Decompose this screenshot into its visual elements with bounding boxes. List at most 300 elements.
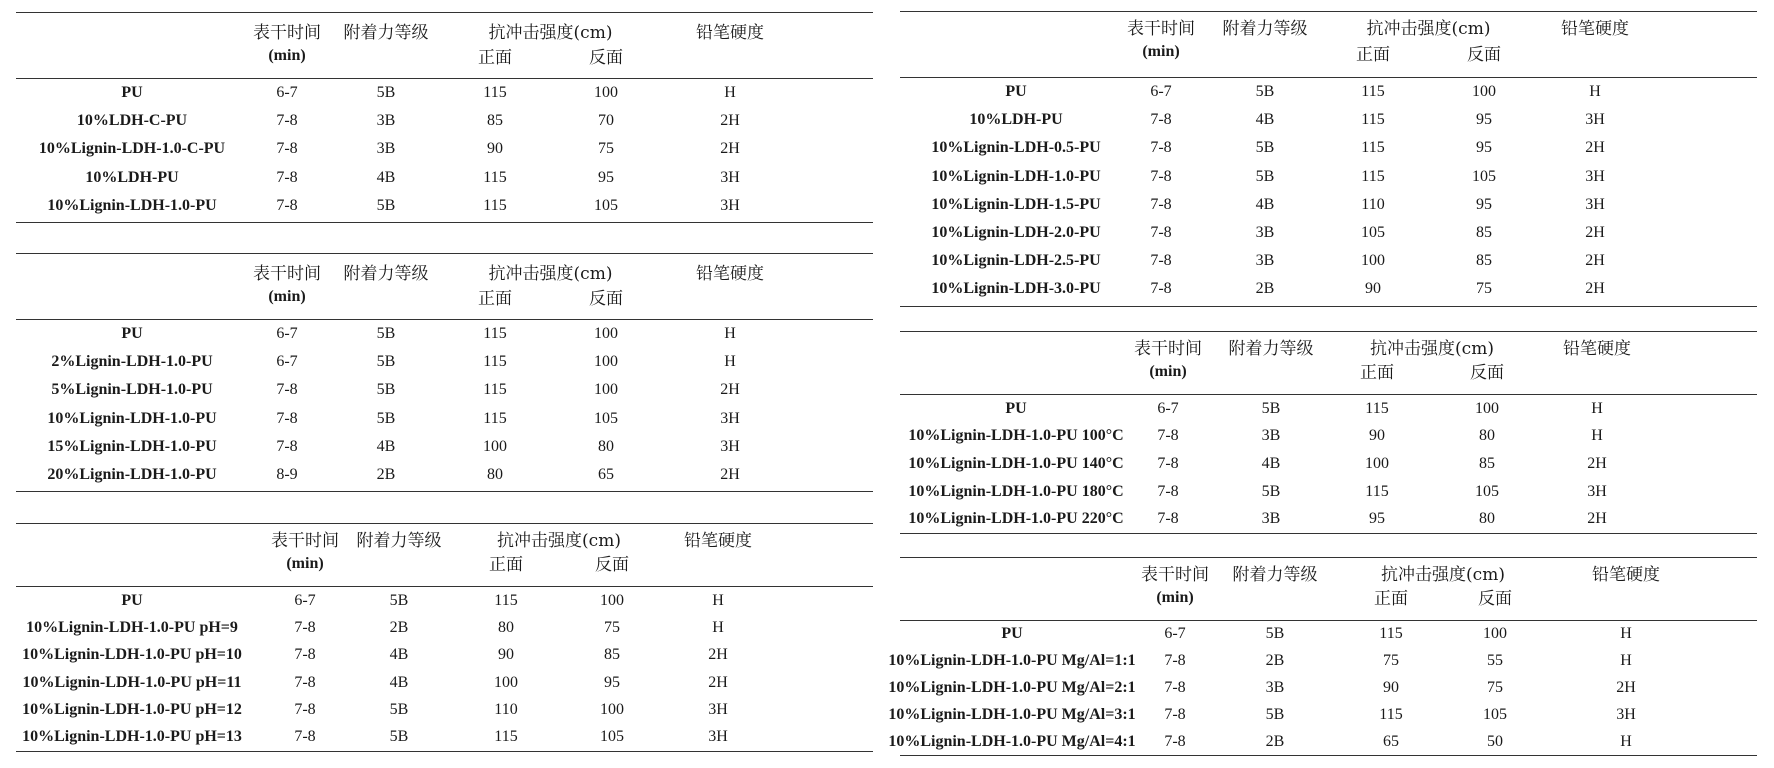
sample-name-cell: 10%Lignin-LDH-1.0-PU pH=10: [22, 646, 242, 664]
impact-front-cell: 80: [487, 466, 503, 484]
hardness-cell: 2H: [1585, 252, 1605, 270]
header-adhesion: 附着力等级: [343, 23, 429, 43]
table-row: [16, 405, 873, 433]
header-dry-time-unit: (min): [268, 47, 306, 64]
dry-time-cell: 6-7: [1150, 83, 1172, 101]
hardness-cell: H: [1620, 732, 1632, 750]
sample-name-cell: 10%Lignin-LDH-1.0-PU Mg/Al=4:1: [888, 732, 1136, 750]
impact-front-cell: 115: [1379, 705, 1403, 723]
hardness-cell: 3H: [1616, 705, 1636, 723]
impact-front-cell: 115: [483, 381, 507, 399]
adhesion-cell: 3B: [376, 140, 396, 158]
header-pencil-hardness: 铅笔硬度: [684, 531, 752, 551]
table-body: [16, 587, 873, 751]
header-pencil-hardness: 铅笔硬度: [1561, 19, 1629, 39]
header-impact-strength: 抗冲击强度(cm): [1366, 19, 1491, 39]
hardness-cell: H: [1591, 427, 1603, 445]
header-impact-strength: 抗冲击强度(cm): [488, 264, 613, 284]
impact-back-cell: 100: [600, 700, 624, 718]
table-body: [16, 79, 873, 222]
table-row: [16, 107, 873, 135]
adhesion-cell: 5B: [376, 325, 396, 343]
impact-back-cell: 95: [1476, 195, 1492, 213]
header-dry-time-unit: (min): [268, 288, 306, 305]
table-row: [16, 433, 873, 461]
header-front: 正面: [489, 555, 523, 575]
hardness-cell: 3H: [1587, 482, 1607, 500]
impact-front-cell: 115: [483, 353, 507, 371]
adhesion-cell: 4B: [376, 437, 396, 455]
table-row: [900, 478, 1757, 506]
hardness-cell: 2H: [720, 140, 740, 158]
impact-front-cell: 80: [498, 618, 514, 636]
impact-front-cell: 115: [483, 325, 507, 343]
adhesion-cell: 5B: [1261, 482, 1281, 500]
impact-back-cell: 65: [598, 466, 614, 484]
adhesion-cell: 4B: [389, 673, 409, 691]
table-row: [16, 587, 873, 614]
impact-back-cell: 100: [1475, 399, 1499, 417]
adhesion-cell: 4B: [389, 646, 409, 664]
adhesion-cell: 3B: [1255, 224, 1275, 242]
table-row: [900, 191, 1757, 219]
impact-back-cell: 55: [1487, 652, 1503, 670]
hardness-cell: H: [1620, 625, 1632, 643]
header-back: 反面: [1467, 45, 1501, 65]
dry-time-cell: 8-9: [276, 466, 298, 484]
header-adhesion: 附着力等级: [1222, 19, 1308, 39]
adhesion-cell: 5B: [376, 381, 396, 399]
hardness-cell: 3H: [1585, 111, 1605, 129]
impact-back-cell: 85: [1476, 224, 1492, 242]
impact-front-cell: 115: [1361, 83, 1385, 101]
impact-back-cell: 105: [594, 409, 618, 427]
impact-front-cell: 115: [483, 84, 507, 102]
impact-front-cell: 100: [483, 437, 507, 455]
impact-back-cell: 100: [594, 84, 618, 102]
impact-back-cell: 100: [594, 353, 618, 371]
impact-front-cell: 115: [1361, 167, 1385, 185]
sample-name-cell: 10%Lignin-LDH-1.0-PU 180°C: [908, 482, 1124, 500]
header-pencil-hardness: 铅笔硬度: [1563, 339, 1631, 359]
header-dry-time: 表干时间: [271, 531, 339, 551]
header-adhesion: 附着力等级: [343, 264, 429, 284]
hardness-cell: 2H: [720, 466, 740, 484]
header-dry-time: 表干时间: [1141, 565, 1209, 585]
adhesion-cell: 3B: [1255, 252, 1275, 270]
hardness-cell: 2H: [720, 112, 740, 130]
impact-back-cell: 100: [594, 381, 618, 399]
impact-back-cell: 85: [1479, 454, 1495, 472]
impact-back-cell: 75: [1476, 280, 1492, 298]
sample-name-cell: 10%LDH-PU: [969, 111, 1063, 129]
sample-name-cell: PU: [1005, 399, 1027, 417]
sample-name-cell: 10%Lignin-LDH-1.0-PU Mg/Al=2:1: [888, 678, 1136, 696]
table-header: [16, 524, 873, 587]
dry-time-cell: 6-7: [276, 353, 298, 371]
impact-back-cell: 100: [594, 325, 618, 343]
adhesion-cell: 4B: [376, 168, 396, 186]
adhesion-cell: 5B: [1265, 705, 1285, 723]
table-loading-content: [16, 253, 873, 492]
header-front: 正面: [478, 289, 512, 309]
adhesion-cell: 5B: [1265, 625, 1285, 643]
impact-back-cell: 75: [1487, 678, 1503, 696]
impact-front-cell: 90: [1383, 678, 1399, 696]
hardness-cell: 3H: [720, 196, 740, 214]
table-row: [888, 648, 1757, 675]
sample-name-cell: 10%Lignin-LDH-1.0-PU 220°C: [908, 510, 1124, 528]
dry-time-cell: 7-8: [276, 196, 298, 214]
hardness-cell: 2H: [708, 673, 728, 691]
hardness-cell: 2H: [708, 646, 728, 664]
impact-front-cell: 75: [1383, 652, 1399, 670]
header-pencil-hardness: 铅笔硬度: [696, 23, 764, 43]
header-impact-strength: 抗冲击强度(cm): [497, 531, 621, 551]
header-back: 反面: [595, 555, 629, 575]
dry-time-cell: 7-8: [1164, 678, 1186, 696]
hardness-cell: H: [712, 618, 724, 636]
hardness-cell: H: [724, 325, 736, 343]
dry-time-cell: 6-7: [1157, 399, 1179, 417]
adhesion-cell: 4B: [1255, 195, 1275, 213]
header-dry-time: 表干时间: [1134, 339, 1202, 359]
sample-name-cell: 10%Lignin-LDH-0.5-PU: [931, 139, 1101, 157]
table-row: [888, 701, 1757, 728]
sample-name-cell: PU: [121, 591, 143, 609]
impact-back-cell: 50: [1487, 732, 1503, 750]
adhesion-cell: 5B: [1255, 139, 1275, 157]
hardness-cell: H: [712, 591, 724, 609]
impact-back-cell: 105: [1475, 482, 1499, 500]
impact-front-cell: 115: [483, 168, 507, 186]
hardness-cell: H: [724, 353, 736, 371]
hardness-cell: 2H: [1587, 510, 1607, 528]
sample-name-cell: 10%Lignin-LDH-2.0-PU: [931, 224, 1101, 242]
hardness-cell: 3H: [1585, 167, 1605, 185]
dry-time-cell: 7-8: [1150, 195, 1172, 213]
sample-name-cell: PU: [121, 84, 143, 102]
header-dry-time: 表干时间: [1127, 19, 1195, 39]
sample-name-cell: 5%Lignin-LDH-1.0-PU: [51, 381, 213, 399]
table-row: [900, 134, 1757, 162]
table-row: [16, 723, 873, 750]
hardness-cell: H: [1591, 399, 1603, 417]
table-row: [900, 395, 1757, 423]
header-front: 正面: [1374, 589, 1408, 609]
dry-time-cell: 7-8: [276, 409, 298, 427]
dry-time-cell: 7-8: [276, 140, 298, 158]
table-row: [16, 696, 873, 723]
sample-name-cell: 15%Lignin-LDH-1.0-PU: [47, 437, 217, 455]
impact-back-cell: 100: [1472, 83, 1496, 101]
hardness-cell: 3H: [708, 700, 728, 718]
header-adhesion: 附着力等级: [1232, 565, 1318, 585]
sample-name-cell: 2%Lignin-LDH-1.0-PU: [51, 353, 213, 371]
table-lignin-ratio: [900, 11, 1757, 307]
table-body: [900, 78, 1757, 306]
table-body: [16, 320, 873, 491]
adhesion-cell: 5B: [376, 353, 396, 371]
dry-time-cell: 6-7: [276, 84, 298, 102]
impact-front-cell: 115: [483, 196, 507, 214]
table-header: [900, 12, 1757, 78]
dry-time-cell: 7-8: [1150, 224, 1172, 242]
adhesion-cell: 5B: [389, 700, 409, 718]
impact-front-cell: 100: [1365, 454, 1389, 472]
hardness-cell: 2H: [1585, 280, 1605, 298]
dry-time-cell: 7-8: [1157, 427, 1179, 445]
sample-name-cell: 10%Lignin-LDH-1.0-PU: [47, 196, 217, 214]
sample-name-cell: 10%Lignin-LDH-1.0-C-PU: [38, 140, 226, 158]
dry-time-cell: 7-8: [1164, 652, 1186, 670]
impact-front-cell: 90: [498, 646, 514, 664]
dry-time-cell: 6-7: [276, 325, 298, 343]
sample-name-cell: 10%LDH-C-PU: [76, 112, 188, 130]
dry-time-cell: 7-8: [276, 112, 298, 130]
impact-front-cell: 115: [483, 409, 507, 427]
table-row: [16, 79, 873, 107]
sample-name-cell: 10%Lignin-LDH-1.0-PU 140°C: [908, 454, 1124, 472]
table-mg-al-ratio: [888, 557, 1757, 756]
dry-time-cell: 7-8: [276, 381, 298, 399]
dry-time-cell: 7-8: [1150, 111, 1172, 129]
table-row: [16, 192, 873, 220]
impact-front-cell: 115: [1361, 111, 1385, 129]
header-front: 正面: [478, 48, 512, 68]
header-dry-time-unit: (min): [1142, 43, 1180, 60]
dry-time-cell: 7-8: [1164, 732, 1186, 750]
header-back: 反面: [589, 48, 623, 68]
table-row: [16, 164, 873, 192]
adhesion-cell: 2B: [389, 618, 409, 636]
hardness-cell: 3H: [720, 409, 740, 427]
header-front: 正面: [1360, 363, 1394, 383]
impact-back-cell: 95: [604, 673, 620, 691]
dry-time-cell: 7-8: [294, 646, 316, 664]
sample-name-cell: PU: [121, 325, 143, 343]
dry-time-cell: 7-8: [1150, 167, 1172, 185]
impact-front-cell: 115: [1365, 399, 1389, 417]
sample-name-cell: 10%Lignin-LDH-1.0-PU 100°C: [908, 427, 1124, 445]
impact-front-cell: 90: [487, 140, 503, 158]
impact-back-cell: 95: [598, 168, 614, 186]
table-row: [16, 376, 873, 404]
table-row: [900, 275, 1757, 303]
adhesion-cell: 5B: [389, 728, 409, 746]
sample-name-cell: 20%Lignin-LDH-1.0-PU: [47, 466, 217, 484]
hardness-cell: 3H: [708, 728, 728, 746]
impact-front-cell: 85: [487, 112, 503, 130]
dry-time-cell: 7-8: [1150, 280, 1172, 298]
dry-time-cell: 7-8: [1157, 482, 1179, 500]
header-impact-strength: 抗冲击强度(cm): [488, 23, 613, 43]
sample-name-cell: 10%LDH-PU: [85, 168, 179, 186]
table-row: [900, 247, 1757, 275]
sample-name-cell: 10%Lignin-LDH-1.0-PU pH=11: [22, 673, 242, 691]
table-temperature-effect: [900, 331, 1757, 534]
impact-back-cell: 100: [600, 591, 624, 609]
header-back: 反面: [1470, 363, 1504, 383]
impact-back-cell: 105: [1472, 167, 1496, 185]
table-row: [900, 505, 1757, 533]
impact-back-cell: 95: [1476, 111, 1492, 129]
impact-front-cell: 110: [1361, 195, 1385, 213]
impact-front-cell: 115: [1365, 482, 1389, 500]
hardness-cell: 2H: [1585, 224, 1605, 242]
table-row: [888, 675, 1757, 702]
dry-time-cell: 6-7: [1164, 625, 1186, 643]
dry-time-cell: 7-8: [1164, 705, 1186, 723]
header-back: 反面: [1478, 589, 1512, 609]
sample-name-cell: 10%Lignin-LDH-1.0-PU pH=9: [26, 618, 238, 636]
table-ph-effect: [16, 523, 873, 752]
impact-back-cell: 85: [1476, 252, 1492, 270]
hardness-cell: 3H: [720, 168, 740, 186]
sample-name-cell: 10%Lignin-LDH-1.5-PU: [931, 195, 1101, 213]
adhesion-cell: 3B: [1265, 678, 1285, 696]
impact-back-cell: 75: [598, 140, 614, 158]
dry-time-cell: 7-8: [294, 728, 316, 746]
adhesion-cell: 5B: [376, 84, 396, 102]
impact-back-cell: 75: [604, 618, 620, 636]
header-dry-time-unit: (min): [1149, 363, 1187, 380]
dry-time-cell: 7-8: [294, 618, 316, 636]
adhesion-cell: 4B: [1255, 111, 1275, 129]
adhesion-cell: 5B: [389, 591, 409, 609]
header-dry-time: 表干时间: [253, 264, 321, 284]
header-dry-time-unit: (min): [286, 555, 324, 572]
impact-front-cell: 90: [1369, 427, 1385, 445]
table-row: [16, 614, 873, 641]
dry-time-cell: 7-8: [276, 437, 298, 455]
sample-name-cell: 10%Lignin-LDH-1.0-PU Mg/Al=3:1: [888, 705, 1136, 723]
adhesion-cell: 5B: [1255, 83, 1275, 101]
hardness-cell: 2H: [1587, 454, 1607, 472]
impact-front-cell: 90: [1365, 280, 1381, 298]
dry-time-cell: 7-8: [1157, 454, 1179, 472]
table-row: [16, 642, 873, 669]
table-row: [900, 163, 1757, 191]
header-adhesion: 附着力等级: [356, 531, 442, 551]
hardness-cell: 2H: [1616, 678, 1636, 696]
adhesion-cell: 2B: [1265, 652, 1285, 670]
dry-time-cell: 7-8: [276, 168, 298, 186]
dry-time-cell: 7-8: [1157, 510, 1179, 528]
adhesion-cell: 3B: [376, 112, 396, 130]
impact-back-cell: 105: [594, 196, 618, 214]
table-row: [888, 728, 1757, 755]
table-header: [900, 332, 1757, 395]
adhesion-cell: 4B: [1261, 454, 1281, 472]
impact-back-cell: 105: [600, 728, 624, 746]
table-header: [16, 13, 873, 79]
adhesion-cell: 5B: [1261, 399, 1281, 417]
table-header: [900, 558, 1757, 621]
sample-name-cell: 10%Lignin-LDH-3.0-PU: [931, 280, 1101, 298]
impact-front-cell: 100: [1361, 252, 1385, 270]
hardness-cell: 2H: [720, 381, 740, 399]
impact-front-cell: 110: [494, 700, 518, 718]
header-back: 反面: [589, 289, 623, 309]
adhesion-cell: 3B: [1261, 510, 1281, 528]
table-row: [900, 621, 1757, 648]
table-body: [888, 621, 1757, 755]
sample-name-cell: 10%Lignin-LDH-1.0-PU pH=12: [22, 700, 242, 718]
hardness-cell: 2H: [1585, 139, 1605, 157]
impact-front-cell: 105: [1361, 224, 1385, 242]
impact-front-cell: 115: [1379, 625, 1403, 643]
dry-time-cell: 7-8: [1150, 252, 1172, 270]
sample-name-cell: PU: [1001, 625, 1023, 643]
sample-name-cell: 10%Lignin-LDH-1.0-PU pH=13: [22, 728, 242, 746]
sample-name-cell: 10%Lignin-LDH-1.0-PU: [931, 167, 1101, 185]
adhesion-cell: 5B: [1255, 167, 1275, 185]
adhesion-cell: 5B: [376, 409, 396, 427]
header-dry-time-unit: (min): [1156, 589, 1194, 606]
hardness-cell: H: [724, 84, 736, 102]
table-row: [900, 106, 1757, 134]
dry-time-cell: 7-8: [1150, 139, 1172, 157]
header-impact-strength: 抗冲击强度(cm): [1370, 339, 1494, 359]
hardness-cell: H: [1589, 83, 1601, 101]
impact-back-cell: 85: [604, 646, 620, 664]
impact-back-cell: 80: [1479, 427, 1495, 445]
sample-name-cell: 10%Lignin-LDH-2.5-PU: [931, 252, 1101, 270]
adhesion-cell: 2B: [1255, 280, 1275, 298]
sample-name-cell: 10%Lignin-LDH-1.0-PU Mg/Al=1:1: [888, 652, 1136, 670]
adhesion-cell: 3B: [1261, 427, 1281, 445]
impact-front-cell: 115: [1361, 139, 1385, 157]
table-row: [900, 450, 1757, 478]
table-header: [16, 254, 873, 320]
header-dry-time: 表干时间: [253, 23, 321, 43]
header-impact-strength: 抗冲击强度(cm): [1381, 565, 1505, 585]
table-row: [16, 461, 873, 489]
impact-back-cell: 80: [1479, 510, 1495, 528]
table-row: [900, 78, 1757, 106]
header-front: 正面: [1356, 45, 1390, 65]
table-row: [16, 320, 873, 348]
hardness-cell: 3H: [1585, 195, 1605, 213]
table-row: [16, 135, 873, 163]
header-adhesion: 附着力等级: [1228, 339, 1314, 359]
header-pencil-hardness: 铅笔硬度: [1592, 565, 1660, 585]
impact-front-cell: 115: [494, 591, 518, 609]
dry-time-cell: 7-8: [294, 700, 316, 718]
impact-back-cell: 70: [598, 112, 614, 130]
impact-back-cell: 95: [1476, 139, 1492, 157]
impact-front-cell: 115: [494, 728, 518, 746]
dry-time-cell: 6-7: [294, 591, 316, 609]
header-pencil-hardness: 铅笔硬度: [696, 264, 764, 284]
hardness-cell: H: [1620, 652, 1632, 670]
impact-back-cell: 105: [1483, 705, 1507, 723]
impact-front-cell: 100: [494, 673, 518, 691]
adhesion-cell: 2B: [376, 466, 396, 484]
impact-front-cell: 95: [1369, 510, 1385, 528]
sample-name-cell: 10%Lignin-LDH-1.0-PU: [47, 409, 217, 427]
hardness-cell: 3H: [720, 437, 740, 455]
impact-front-cell: 65: [1383, 732, 1399, 750]
dry-time-cell: 7-8: [294, 673, 316, 691]
table-body: [900, 395, 1757, 533]
adhesion-cell: 5B: [376, 196, 396, 214]
table-filler-comparison: [16, 12, 873, 223]
adhesion-cell: 2B: [1265, 732, 1285, 750]
impact-back-cell: 80: [598, 437, 614, 455]
table-row: [900, 423, 1757, 451]
